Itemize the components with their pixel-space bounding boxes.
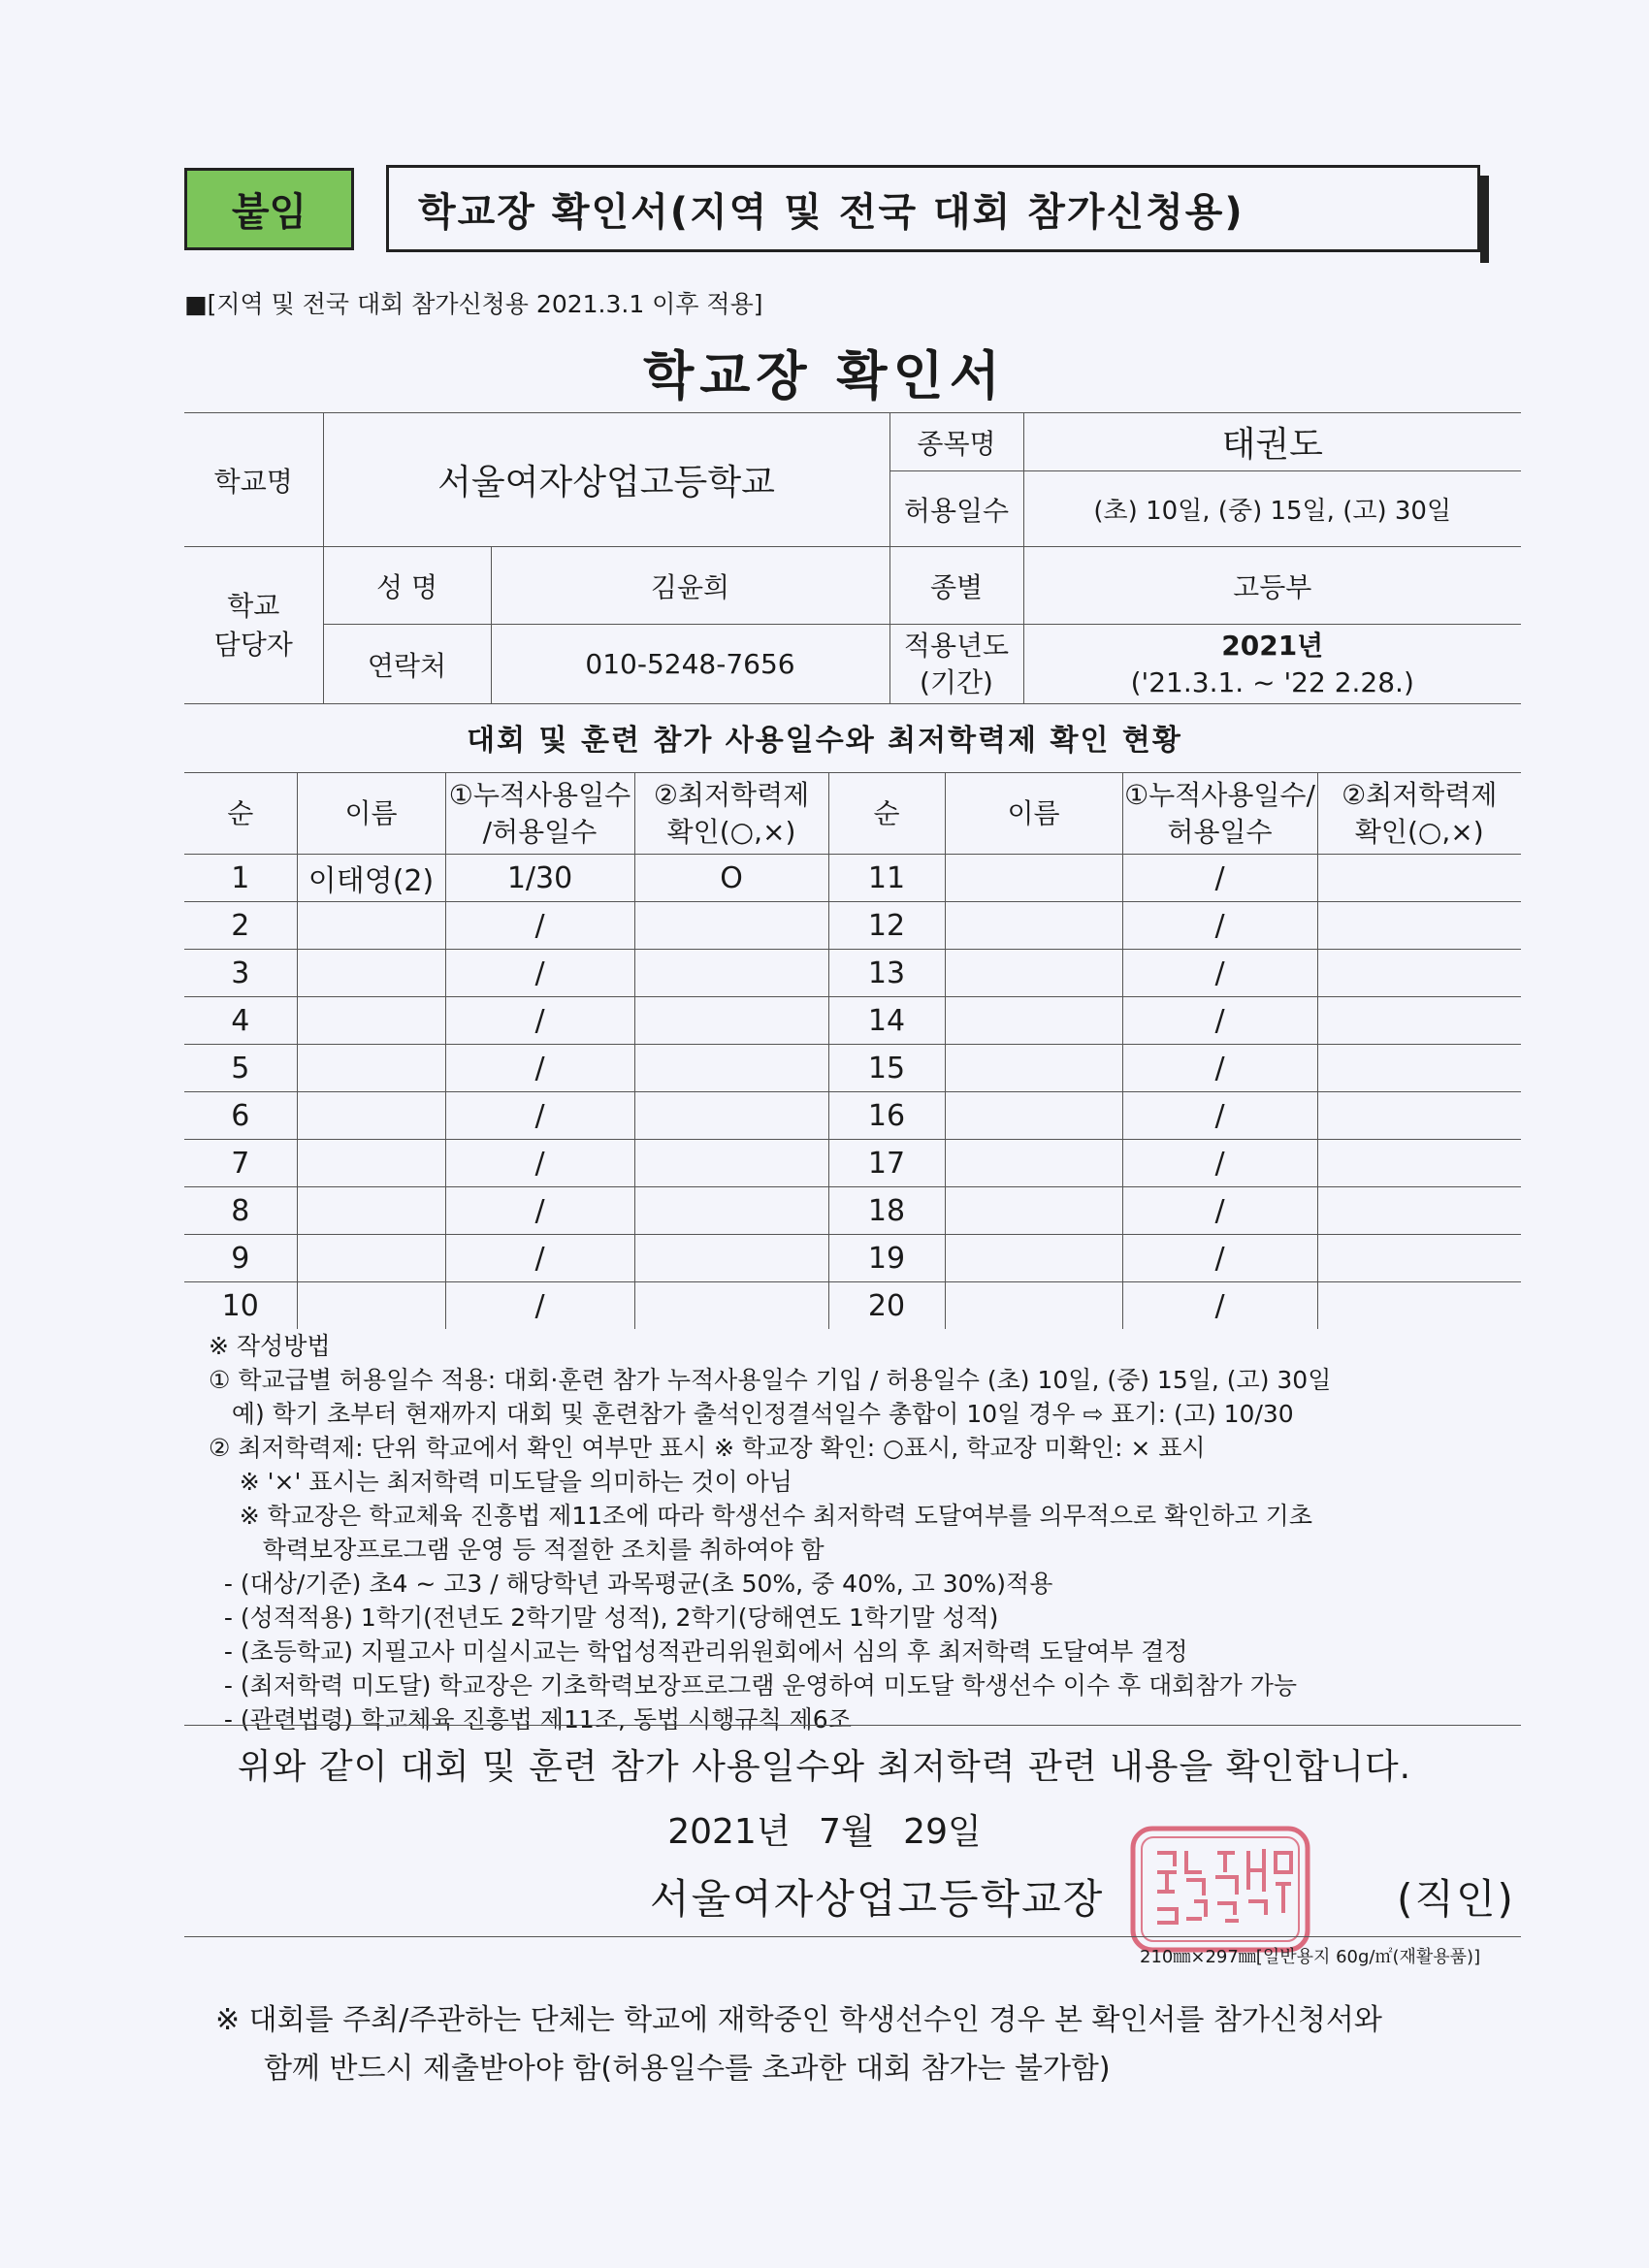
header-check-right	[1317, 773, 1521, 855]
row-name-left	[297, 902, 445, 950]
row-days-left: /	[445, 1092, 634, 1140]
row-no-right: 11	[828, 855, 945, 902]
period-value	[1023, 625, 1521, 704]
row-name-right	[945, 1187, 1122, 1235]
row-days-right: /	[1122, 1187, 1317, 1235]
roster-table	[184, 772, 1521, 1329]
footer-line-1: ※ 대회를 주최/주관하는 단체는 학교에 재학중인 학생선수인 경우 본 확인서를 참가신청서와	[215, 2003, 1382, 2037]
header-days-right-line2: 허용일수	[1167, 815, 1273, 848]
table-row	[184, 1140, 1521, 1187]
row-days-left: /	[445, 997, 634, 1045]
header-name-left: 이름	[297, 773, 445, 855]
row-check-right	[1317, 1282, 1521, 1330]
instruction-line: 학력보장프로그램 운영 등 적절한 조치를 취하여야 함	[209, 1536, 824, 1564]
row-name-right	[945, 1092, 1122, 1140]
row-days-right: /	[1122, 950, 1317, 997]
row-days-left: /	[445, 950, 634, 997]
row-check-right	[1317, 1092, 1521, 1140]
row-name-right	[945, 902, 1122, 950]
period-range: ('21.3.1. ~ '22 2.28.)	[1130, 665, 1414, 698]
document-title: 학교장 확인서(지역 및 전국 대회 참가신청용)	[386, 165, 1480, 252]
manager-label	[184, 547, 323, 704]
row-check-left	[634, 902, 828, 950]
row-no-left: 2	[184, 902, 297, 950]
applicability-notice: ■[지역 및 전국 대회 참가신청용 2021.3.1 이후 적용]	[184, 290, 763, 318]
instructions	[209, 1329, 1547, 1736]
header-check-right-line2: 확인(○,×)	[1354, 815, 1484, 848]
row-check-right	[1317, 950, 1521, 997]
period-year: 2021년	[1221, 629, 1324, 662]
row-check-right	[1317, 1045, 1521, 1092]
period-label	[889, 625, 1023, 704]
row-check-left: O	[634, 855, 828, 902]
row-no-left: 1	[184, 855, 297, 902]
row-name-left	[297, 1092, 445, 1140]
seal-label: (직인)	[1397, 1875, 1515, 1923]
table-row	[184, 1092, 1521, 1140]
row-check-left	[634, 997, 828, 1045]
instruction-line: - (성적적용) 1학기(전년도 2학기말 성적), 2학기(당해연도 1학기말 성적)	[209, 1604, 999, 1632]
contact-label: 연락처	[323, 625, 491, 704]
row-check-right	[1317, 1140, 1521, 1187]
sport-label: 종목명	[889, 413, 1023, 471]
official-seal	[1128, 1824, 1312, 1955]
confirmation-date: 2021년 7월 29일	[667, 1812, 982, 1852]
instruction-line: ※ '×' 표시는 최저학력 미도달을 의미하는 것이 아님	[209, 1468, 792, 1496]
row-check-right	[1317, 1187, 1521, 1235]
row-days-left: /	[445, 1282, 634, 1330]
manager-label-line1: 학교	[227, 589, 280, 622]
row-name-right	[945, 997, 1122, 1045]
row-days-left: /	[445, 1045, 634, 1092]
row-no-right: 15	[828, 1045, 945, 1092]
row-days-right: /	[1122, 855, 1317, 902]
manager-name-value: 김윤희	[491, 547, 889, 625]
division-label: 종별	[889, 547, 1023, 625]
row-name-right	[945, 1282, 1122, 1330]
instruction-line: - (최저학력 미도달) 학교장은 기초학력보장프로그램 운영하여 미도달 학생선수 이수 후 대회참가 가능	[209, 1671, 1297, 1700]
school-name-value: 서울여자상업고등학교	[323, 413, 889, 547]
row-name-right	[945, 1045, 1122, 1092]
roster-title: 대회 및 훈련 참가 사용일수와 최저학력제 확인 현황	[467, 724, 1182, 758]
row-check-left	[634, 1092, 828, 1140]
header-days-right-line1: ①누적사용일수/	[1124, 778, 1315, 811]
row-name-left	[297, 950, 445, 997]
row-no-left: 6	[184, 1092, 297, 1140]
row-check-left	[634, 1140, 828, 1187]
row-name-left	[297, 1045, 445, 1092]
header-days-left-line2: /허용일수	[482, 815, 598, 848]
row-name-left	[297, 997, 445, 1045]
period-label-line1: 적용년도	[903, 629, 1010, 662]
row-no-right: 19	[828, 1235, 945, 1282]
header-name-right: 이름	[945, 773, 1122, 855]
allowed-days-value: (초) 10일, (중) 15일, (고) 30일	[1023, 471, 1521, 547]
row-no-right: 13	[828, 950, 945, 997]
instruction-line: ※ 학교장은 학교체육 진흥법 제11조에 따라 학생선수 최저학력 도달여부를 의무적으로 확인하고 기초	[209, 1502, 1312, 1530]
contact-value: 010-5248-7656	[491, 625, 889, 704]
row-days-right: /	[1122, 1282, 1317, 1330]
table-row	[184, 855, 1521, 902]
row-days-right: /	[1122, 997, 1317, 1045]
row-no-left: 7	[184, 1140, 297, 1187]
instruction-line: 예) 학기 초부터 현재까지 대회 및 훈련참가 출석인정결석일수 총합이 10일 경우 ⇨ 표기: (고) 10/30	[209, 1400, 1294, 1428]
row-name-left: 이태영(2)	[297, 855, 445, 902]
row-days-right: /	[1122, 1140, 1317, 1187]
row-name-right	[945, 855, 1122, 902]
row-days-right: /	[1122, 1235, 1317, 1282]
row-no-right: 14	[828, 997, 945, 1045]
row-days-right: /	[1122, 902, 1317, 950]
header-no-left: 순	[184, 773, 297, 855]
header-no-right: 순	[828, 773, 945, 855]
header-days-left-line1: ①누적사용일수	[448, 778, 631, 811]
school-name-label: 학교명	[184, 413, 323, 547]
header-days-right	[1122, 773, 1317, 855]
table-row	[184, 1282, 1521, 1330]
paper-spec: 210㎜×297㎜[일반용지 60g/㎡(재활용품)]	[1140, 1947, 1481, 1967]
row-name-left	[297, 1235, 445, 1282]
row-check-left	[634, 1235, 828, 1282]
row-days-left: /	[445, 1235, 634, 1282]
row-check-left	[634, 950, 828, 997]
row-no-left: 5	[184, 1045, 297, 1092]
header-days-left	[445, 773, 634, 855]
row-check-right	[1317, 997, 1521, 1045]
roster-body	[184, 855, 1521, 1330]
table-row	[184, 950, 1521, 997]
row-no-right: 18	[828, 1187, 945, 1235]
row-days-left: /	[445, 1187, 634, 1235]
row-name-right	[945, 1140, 1122, 1187]
row-check-right	[1317, 1235, 1521, 1282]
row-days-left: /	[445, 1140, 634, 1187]
table-row	[184, 902, 1521, 950]
row-days-left: /	[445, 902, 634, 950]
row-check-right	[1317, 902, 1521, 950]
row-check-left	[634, 1282, 828, 1330]
table-row	[184, 1235, 1521, 1282]
row-no-left: 9	[184, 1235, 297, 1282]
footer-line-2: 함께 반드시 제출받아야 함(허용일수를 초과한 대회 참가는 불가함)	[264, 2052, 1111, 2086]
sport-value: 태권도	[1023, 413, 1521, 471]
header-check-left	[634, 773, 828, 855]
row-check-left	[634, 1045, 828, 1092]
instruction-line: - (대상/기준) 초4 ~ 고3 / 해당학년 과목평균(초 50%, 중 40%, 고 30%)적용	[209, 1570, 1053, 1598]
manager-label-line2: 담당자	[213, 628, 293, 661]
row-name-left	[297, 1282, 445, 1330]
info-table	[184, 412, 1521, 704]
row-days-right: /	[1122, 1045, 1317, 1092]
row-no-left: 10	[184, 1282, 297, 1330]
table-row	[184, 1187, 1521, 1235]
period-label-line2: (기간)	[920, 665, 993, 698]
row-no-left: 8	[184, 1187, 297, 1235]
main-title: 학교장 확인서	[643, 345, 1006, 406]
instruction-line: - (관련법령) 학교체육 진흥법 제11조, 동법 시행규칙 제6조	[209, 1705, 852, 1733]
principal-signature: 서울여자상업고등학교장	[650, 1875, 1105, 1923]
manager-name-label: 성 명	[323, 547, 491, 625]
row-no-right: 20	[828, 1282, 945, 1330]
attachment-badge: 붙임	[184, 168, 354, 250]
instruction-line: ※ 작성방법	[209, 1332, 331, 1360]
row-no-left: 4	[184, 997, 297, 1045]
row-no-right: 17	[828, 1140, 945, 1187]
row-check-right	[1317, 855, 1521, 902]
row-name-left	[297, 1187, 445, 1235]
instruction-line: - (초등학교) 지필고사 미실시교는 학업성적관리위원회에서 심의 후 최저학력 도달여부 결정	[209, 1637, 1188, 1666]
instruction-line: ② 최저학력제: 단위 학교에서 확인 여부만 표시 ※ 학교장 확인: ○표시, 학교장 미확인: × 표시	[209, 1434, 1206, 1462]
table-row	[184, 997, 1521, 1045]
row-name-right	[945, 950, 1122, 997]
row-no-right: 16	[828, 1092, 945, 1140]
row-check-left	[634, 1187, 828, 1235]
row-no-right: 12	[828, 902, 945, 950]
row-name-right	[945, 1235, 1122, 1282]
header-check-left-line2: 확인(○,×)	[666, 815, 796, 848]
divider-bottom	[184, 1936, 1521, 1937]
divider-top	[184, 1725, 1521, 1726]
row-name-left	[297, 1140, 445, 1187]
footer-note	[215, 1996, 1382, 2093]
division-value: 고등부	[1023, 547, 1521, 625]
row-days-left: 1/30	[445, 855, 634, 902]
row-days-right: /	[1122, 1092, 1317, 1140]
instruction-line: ① 학교급별 허용일수 적용: 대회·훈련 참가 누적사용일수 기입 / 허용일수 (초) 10일, (중) 15일, (고) 30일	[209, 1366, 1332, 1394]
header-check-right-line1: ②최저학력제	[1342, 778, 1498, 811]
allowed-days-label: 허용일수	[889, 471, 1023, 547]
confirmation-statement: 위와 같이 대회 및 훈련 참가 사용일수와 최저학력 관련 내용을 확인합니다.	[237, 1747, 1412, 1787]
row-no-left: 3	[184, 950, 297, 997]
header-check-left-line1: ②최저학력제	[653, 778, 810, 811]
table-row	[184, 1045, 1521, 1092]
